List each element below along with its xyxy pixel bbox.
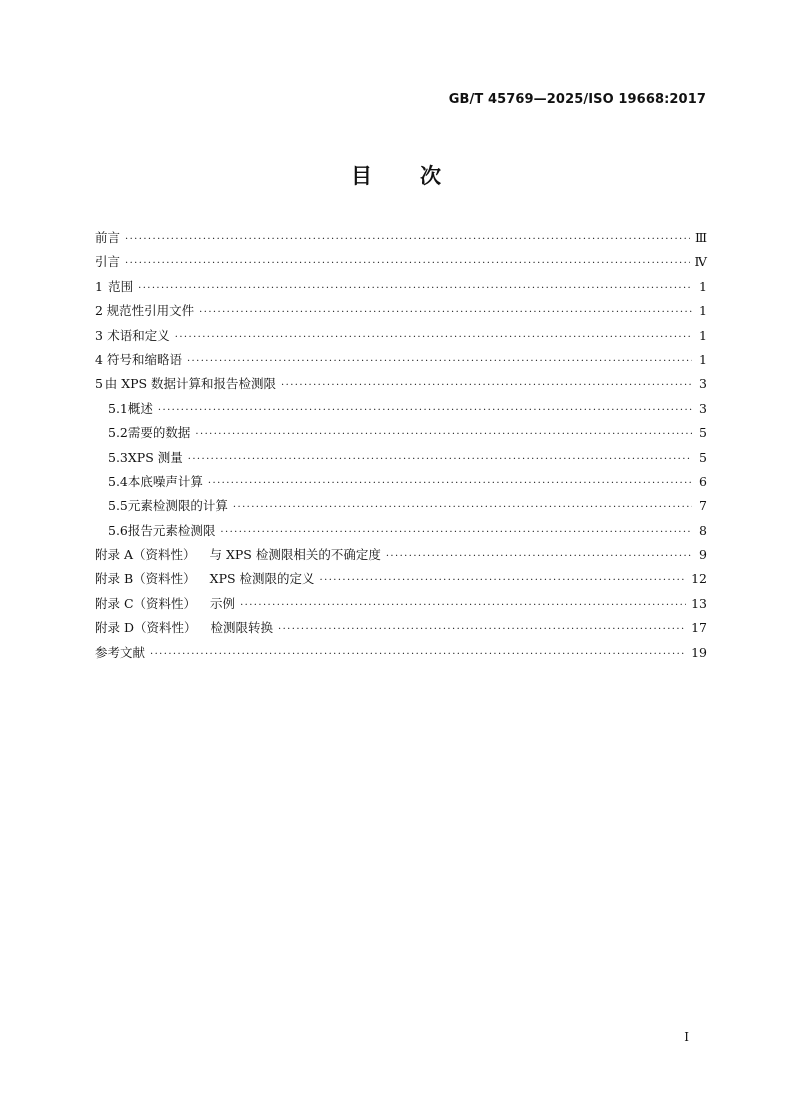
toc-entry-label (95, 567, 315, 591)
toc-entry-annex-c[interactable] (95, 592, 707, 616)
toc-entry-number: 5.4 (108, 473, 128, 489)
toc-entry-page: 3 (699, 400, 707, 416)
document-code: GB/T 45769—2025/ISO 19668:2017 (448, 92, 706, 107)
leader-dots (240, 594, 686, 618)
toc-entry-label: 需要的数据 (127, 425, 191, 441)
toc-entry-number: 附录 A（资料性） (95, 547, 196, 563)
toc-entry-5-6[interactable] (95, 519, 707, 543)
leader-dots (175, 326, 692, 350)
toc-entry-5-1[interactable] (95, 397, 707, 421)
leader-dots (281, 374, 692, 398)
toc-entry-label: 引言 (95, 254, 121, 270)
toc-entry-label: 符号和缩略语 (106, 351, 182, 367)
toc-entry-introduction[interactable] (95, 250, 707, 274)
toc-entry-annex-a[interactable] (95, 543, 707, 567)
toc-entry-number: 5.1 (108, 400, 128, 416)
page-title: 目次 (351, 164, 489, 188)
toc-entry-page: 12 (691, 571, 707, 587)
toc-entry-text: XPS 检测限的定义 (209, 571, 315, 587)
page-number: I (684, 1030, 689, 1044)
leader-dots (150, 643, 686, 667)
toc-entry-page: 9 (699, 547, 707, 563)
toc-entry-bibliography[interactable] (95, 641, 707, 665)
leader-dots (188, 448, 692, 472)
toc-entry-number: 2 (95, 303, 103, 319)
toc-entry-number: 附录 C（资料性） (95, 595, 197, 611)
toc-entry-5[interactable] (95, 372, 707, 396)
toc-entry-5-5[interactable] (95, 494, 707, 518)
toc-entry-page: 1 (699, 351, 707, 367)
toc-entry-page: 6 (699, 473, 707, 489)
toc-entry-text: 检测限转换 (210, 620, 274, 636)
toc-entry-label (95, 543, 381, 567)
toc-entry-text: 示例 (210, 595, 236, 611)
toc-entry-label: 前言 (95, 230, 121, 245)
toc-entry-3[interactable] (95, 324, 707, 348)
leader-dots (125, 228, 690, 252)
toc-entry-page: 3 (699, 376, 707, 392)
toc-entry-label: 范围 (108, 278, 134, 294)
toc-entry-label: 概述 (127, 400, 153, 416)
leader-dots (233, 496, 692, 520)
leader-dots (386, 545, 692, 569)
toc-entry-page: 7 (699, 498, 707, 514)
toc-entry-label: XPS 测量 (127, 449, 183, 465)
toc-entry-page: 5 (699, 425, 707, 441)
leader-dots (208, 472, 692, 496)
toc-entry-5-2[interactable] (95, 421, 707, 445)
toc-entry-5-3[interactable] (95, 446, 707, 470)
toc-entry-label: 规范性引用文件 (106, 303, 195, 319)
toc-entry-number: 5.2 (108, 425, 128, 441)
toc-entry-label: 本底噪声计算 (127, 473, 203, 489)
toc-entry-page: Ⅲ (694, 230, 707, 245)
toc-entry-number: 4 (95, 351, 103, 367)
toc-entry-number: 附录 D（资料性） (95, 620, 197, 636)
toc-entry-label: 报告元素检测限 (127, 522, 216, 538)
leader-dots (199, 301, 692, 325)
toc-entry-annex-b[interactable] (95, 567, 707, 591)
toc-entry-number: 5 (95, 376, 103, 392)
toc-entry-number: 1 (95, 278, 103, 294)
toc-entry-1[interactable] (95, 275, 707, 299)
toc-entry-label (95, 592, 235, 616)
leader-dots (138, 277, 692, 301)
toc-entry-page: 17 (691, 620, 707, 636)
leader-dots (187, 350, 692, 374)
toc-entry-page: 8 (699, 522, 707, 538)
toc-entry-page: 1 (699, 327, 707, 343)
toc-entry-number: 5.5 (108, 498, 128, 514)
toc-entry-label: 参考文献 (95, 644, 146, 660)
toc-entry-annex-d[interactable] (95, 616, 707, 640)
toc-entry-page: 13 (691, 595, 707, 611)
table-of-contents (95, 226, 707, 665)
toc-entry-preface[interactable] (95, 226, 707, 250)
leader-dots (195, 423, 692, 447)
leader-dots (125, 252, 689, 276)
toc-entry-number: 5.6 (108, 522, 128, 538)
toc-entry-number: 5.3 (108, 449, 128, 465)
leader-dots (320, 569, 687, 593)
leader-dots (158, 399, 692, 423)
toc-entry-label (95, 616, 273, 640)
toc-entry-label: 由 XPS 数据计算和报告检测限 (104, 376, 277, 392)
toc-entry-page: 19 (691, 644, 707, 660)
toc-entry-page: 1 (699, 303, 707, 319)
toc-entry-page: Ⅳ (694, 254, 707, 270)
toc-entry-page: 1 (699, 278, 707, 294)
toc-entry-2[interactable] (95, 299, 707, 323)
toc-entry-text: 与 XPS 检测限相关的不确定度 (209, 547, 381, 563)
toc-entry-label: 元素检测限的计算 (127, 498, 228, 514)
leader-dots (278, 618, 686, 642)
toc-entry-page: 5 (699, 449, 707, 465)
toc-entry-number: 附录 B（资料性） (95, 571, 196, 587)
toc-entry-number: 3 (95, 327, 103, 343)
toc-entry-5-4[interactable] (95, 470, 707, 494)
toc-entry-4[interactable] (95, 348, 707, 372)
leader-dots (220, 521, 692, 545)
toc-entry-label: 术语和定义 (107, 327, 170, 343)
